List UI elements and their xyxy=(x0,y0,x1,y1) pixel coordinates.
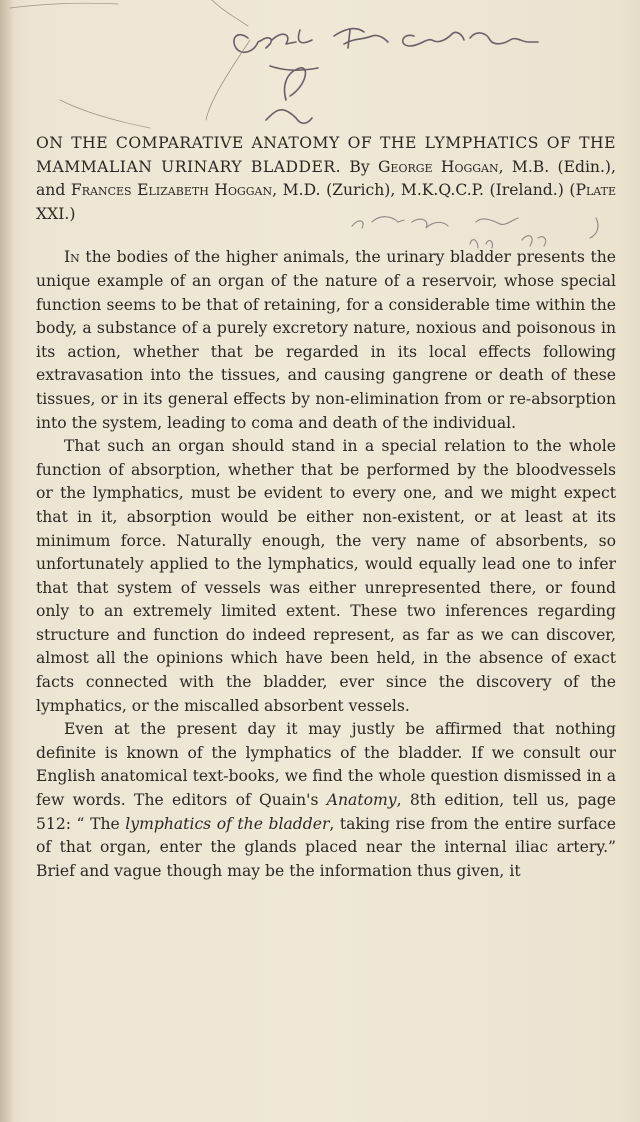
byline-by: By xyxy=(349,157,370,176)
paragraph-1-lead: In xyxy=(64,248,80,267)
paragraph-2-text: That such an organ should stand in a special relation to the whole function of absorption, whether that be performed by the bloodvessels or the lymphatics, must be evident to every one, and we might expect that in it, absorption would be either non-existent, or at least at its minimum force. Naturally enough, the very name of absorbents, so unfortunately applied to the lymphatics, would equally lead one to infer that that system of vessels was either unrepresented there, or found only to an extremely limited extent. These two inferences regarding structure and function do indeed represent, as far as we can discover, almost all the opinions which have been held, in the absence of exact facts connected with the bladder, ever since the discovery of the lymphatics, or the miscalled absorbent vessels. xyxy=(36,437,616,715)
plate-reference: Plate XXI. xyxy=(36,181,616,223)
paragraph-3-quote-italic: lymphatics of the bladder xyxy=(125,814,330,833)
paragraph-3 xyxy=(36,718,616,883)
author2-degree: , M.D. (Zurich), M.K.Q.C.P. (Ireland.) ( xyxy=(272,181,576,200)
handwritten-annotation xyxy=(0,0,640,150)
article-title xyxy=(36,132,616,226)
paragraph-3-text-b: , 8th edition, tell us, page 512: “ The xyxy=(36,791,616,833)
page-edge-shadow xyxy=(0,0,14,1122)
paragraph-1 xyxy=(36,246,616,435)
author1-degree: , M.B. (Edin.), and xyxy=(36,157,616,200)
article-body xyxy=(36,132,616,883)
plate-close-paren: ) xyxy=(69,204,76,223)
handwriting-scribble-graphic xyxy=(0,0,640,150)
paragraph-3-text-a: Even at the present day it may justly be affirmed that nothing definite is known of the lymphatics of the bladder. If we consult our English anatomical text-books, we find the whole question dismissed in a few words. The editors of Quain's xyxy=(36,720,616,810)
article-title-text: ON THE COMPARATIVE ANATOMY OF THE LYMPHATICS OF THE MAMMALIAN URINARY BLADDER. xyxy=(36,134,616,176)
author-frances-hoggan: Frances Elizabeth Hoggan xyxy=(70,181,273,200)
paragraph-3-text-c: , taking rise from the entire surface of that organ, enter the glands placed near the internal iliac artery.” Brief and vague though may be the information thus given, it xyxy=(36,814,616,880)
author-george-hoggan: George Hoggan xyxy=(377,157,499,176)
paragraph-3-book-title: Anatomy xyxy=(326,791,397,810)
paragraph-2 xyxy=(36,435,616,718)
paragraph-1-text: the bodies of the higher animals, the urinary bladder presents the unique example of an organ of the nature of a reservoir, whose special function seems to be that of retaining, for a considerable time within the body, a substance of a purely excretory nature, noxious and poisonous in its action, whether that be regarded in its local effects following extravasation into the tissues, and causing gangrene or death of these tissues, or in its general effects by non-elimination from or re-absorption into the system, leading to coma and death of the individual. xyxy=(36,248,616,432)
